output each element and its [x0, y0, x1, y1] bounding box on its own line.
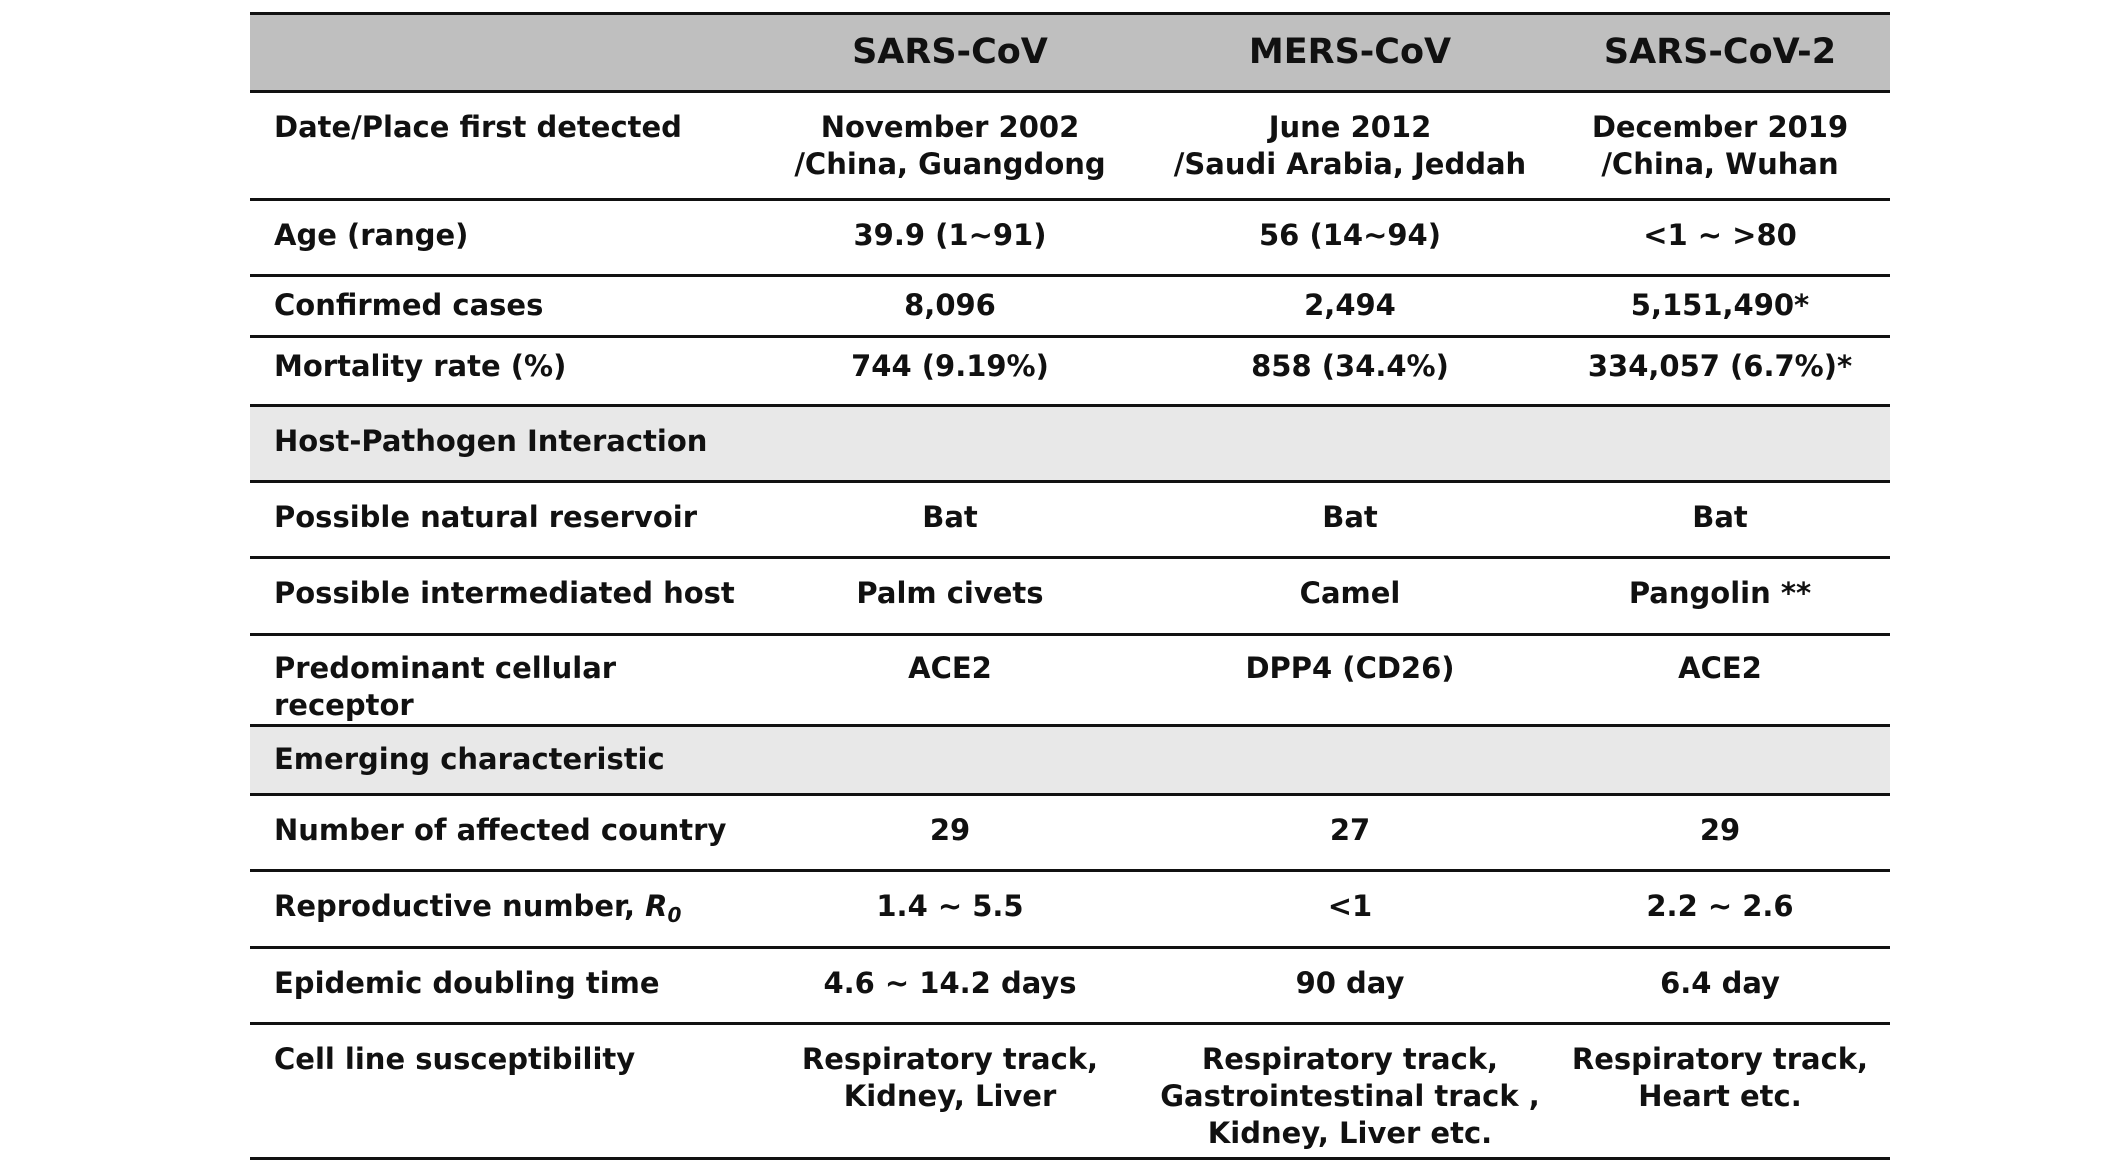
- cell-mers-cov: Camel: [1150, 558, 1550, 635]
- cell-mers-cov: 2,494: [1150, 276, 1550, 337]
- cell-sars-cov-2: December 2019 /China, Wuhan: [1550, 92, 1890, 200]
- cell-sars-cov-2: Bat: [1550, 482, 1890, 558]
- cell-sars-cov: November 2002 /China, Guangdong: [750, 92, 1150, 200]
- header-empty: [250, 14, 750, 92]
- cell-sars-cov: Bat: [750, 482, 1150, 558]
- row-label: Epidemic doubling time: [250, 948, 750, 1024]
- section-row-host-pathogen: [250, 406, 1890, 482]
- table-row: [250, 558, 1890, 635]
- section-label: Host-Pathogen Interaction: [250, 406, 1890, 482]
- cell-sars-cov-2: Respiratory track, Heart etc.: [1550, 1024, 1890, 1159]
- cell-mers-cov: 90 day: [1150, 948, 1550, 1024]
- cell-sars-cov-2: Pangolin **: [1550, 558, 1890, 635]
- cell-mers-cov: 858 (34.4%): [1150, 337, 1550, 406]
- row-label: Mortality rate (%): [250, 337, 750, 406]
- cell-sars-cov-2: <1 ~ >80: [1550, 200, 1890, 276]
- table-row: [250, 92, 1890, 200]
- cell-sars-cov: 1.4 ~ 5.5: [750, 871, 1150, 948]
- cell-mers-cov: Bat: [1150, 482, 1550, 558]
- header-mers-cov: MERS-CoV: [1150, 14, 1550, 92]
- row-label: Confirmed cases: [250, 276, 750, 337]
- cell-sars-cov: 29: [750, 795, 1150, 871]
- cell-mers-cov: June 2012 /Saudi Arabia, Jeddah: [1150, 92, 1550, 200]
- cell-sars-cov-2: 334,057 (6.7%)*: [1550, 337, 1890, 406]
- table-row: [250, 482, 1890, 558]
- header-row: [250, 14, 1890, 92]
- comparison-table: [250, 12, 1890, 1160]
- cell-mers-cov: <1: [1150, 871, 1550, 948]
- cell-mers-cov: DPP4 (CD26): [1150, 635, 1550, 726]
- table-row: [250, 200, 1890, 276]
- cell-sars-cov-2: 29: [1550, 795, 1890, 871]
- cell-sars-cov: 8,096: [750, 276, 1150, 337]
- row-label: Date/Place first detected: [250, 92, 750, 200]
- row-label: Cell line susceptibility: [250, 1024, 750, 1159]
- cell-sars-cov: 744 (9.19%): [750, 337, 1150, 406]
- cell-sars-cov-2: 5,151,490*: [1550, 276, 1890, 337]
- cell-sars-cov: Palm civets: [750, 558, 1150, 635]
- row-label: Reproductive number, $R_0$: [250, 871, 750, 948]
- cell-mers-cov: 56 (14~94): [1150, 200, 1550, 276]
- cell-sars-cov: 39.9 (1~91): [750, 200, 1150, 276]
- table-row: [250, 276, 1890, 337]
- table-row: [250, 948, 1890, 1024]
- cell-sars-cov-2: 6.4 day: [1550, 948, 1890, 1024]
- table-row: [250, 337, 1890, 406]
- row-label: Age (range): [250, 200, 750, 276]
- cell-mers-cov: 27: [1150, 795, 1550, 871]
- coronavirus-comparison-table: [250, 12, 1890, 1160]
- header-sars-cov-2: SARS-CoV-2: [1550, 14, 1890, 92]
- r0-subscript: 0: [667, 903, 682, 927]
- cell-sars-cov: Respiratory track, Kidney, Liver: [750, 1024, 1150, 1159]
- table-row: [250, 871, 1890, 948]
- row-label: Possible natural reservoir: [250, 482, 750, 558]
- table-row: [250, 635, 1890, 726]
- cell-sars-cov: 4.6 ~ 14.2 days: [750, 948, 1150, 1024]
- header-sars-cov: SARS-CoV: [750, 14, 1150, 92]
- table-row: [250, 795, 1890, 871]
- cell-sars-cov-2: ACE2: [1550, 635, 1890, 726]
- r0-symbol: R: [645, 889, 668, 923]
- row-label: Number of affected country: [250, 795, 750, 871]
- cell-mers-cov: Respiratory track, Gastrointestinal track , Kidney, Liver etc.: [1150, 1024, 1550, 1159]
- cell-sars-cov: ACE2: [750, 635, 1150, 726]
- section-label: Emerging characteristic: [250, 726, 1890, 795]
- cell-sars-cov-2: 2.2 ~ 2.6: [1550, 871, 1890, 948]
- section-row-emerging: [250, 726, 1890, 795]
- row-label: Predominant cellular receptor: [250, 635, 750, 726]
- table-row: [250, 1024, 1890, 1159]
- row-label: Possible intermediated host: [250, 558, 750, 635]
